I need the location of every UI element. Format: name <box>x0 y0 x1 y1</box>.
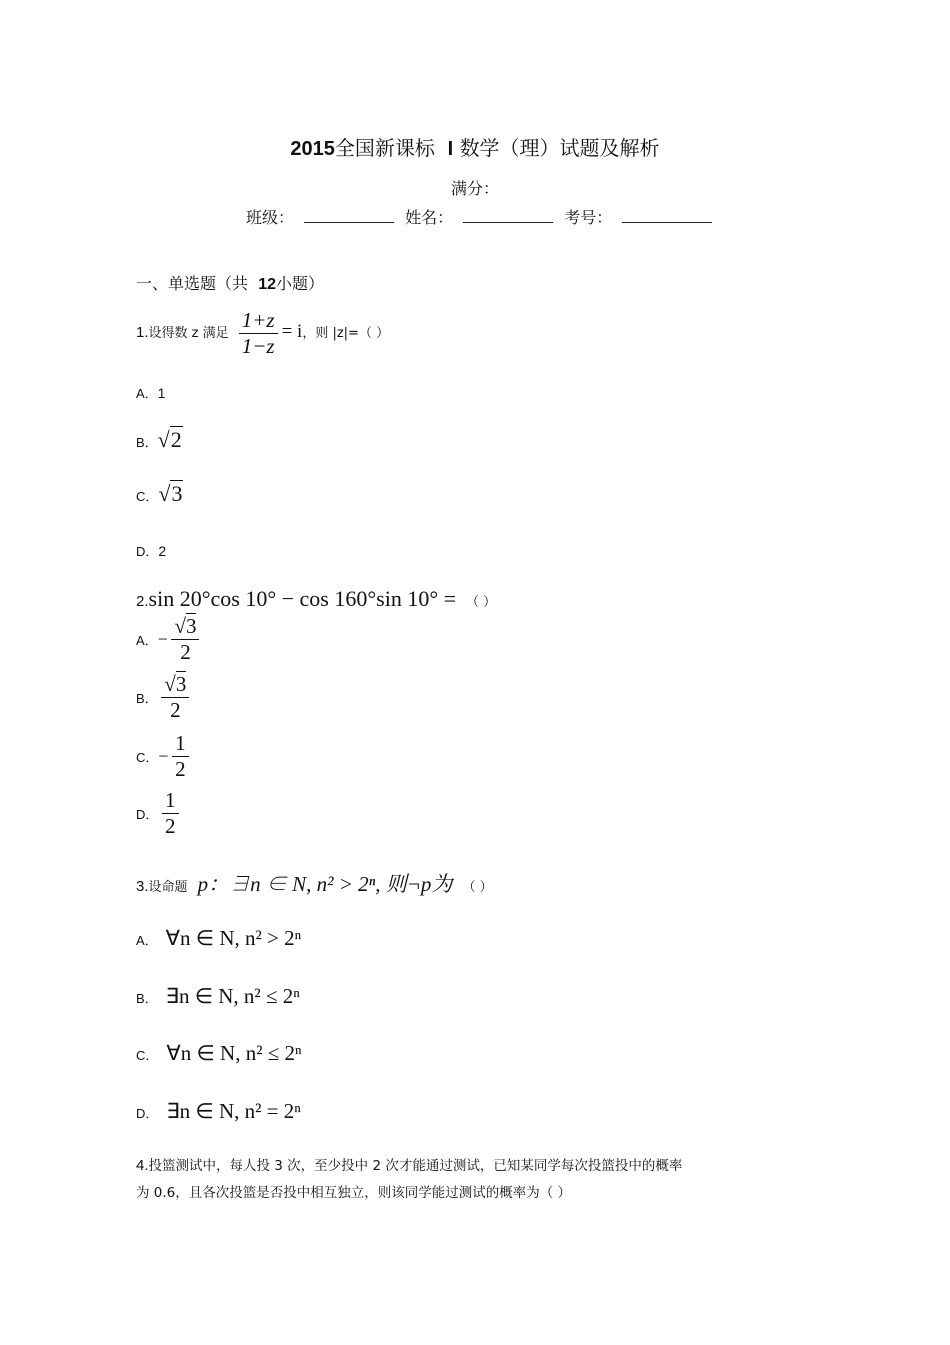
q3-option-b[interactable]: B． ∃n ∈ N, n² ≤ 2ⁿ <box>136 984 300 1008</box>
q2-option-d[interactable]: D． $\frac{1}{2}$ <box>136 790 179 837</box>
q2-option-c[interactable]: C．− $\frac{1}{2}$ <box>136 733 189 780</box>
q2-option-a[interactable]: A．− $\frac{√3}{2}$ <box>136 616 199 663</box>
sqrt-symbol: √3 <box>158 481 183 506</box>
number-label: 考号： <box>564 208 613 227</box>
number-blank[interactable] <box>622 208 712 223</box>
question-3: 3.设命题 p：∃n ∈ N, n² > 2ⁿ, 则¬p为 （ ） <box>136 872 493 896</box>
q1-option-a[interactable]: A．1 <box>136 385 166 401</box>
name-label: 姓名： <box>405 208 454 227</box>
full-score-label: 满分： <box>450 179 499 198</box>
section-heading: 一、单选题（共 12小题） <box>136 274 324 293</box>
q3-option-c[interactable]: C． ∀n ∈ N, n² ≤ 2ⁿ <box>136 1041 302 1065</box>
student-info-fields <box>246 205 718 228</box>
q3-option-a[interactable]: A． ∀n ∈ N, n² > 2ⁿ <box>136 926 302 950</box>
q1-option-d[interactable]: D．2 <box>136 543 167 559</box>
class-label: 班级： <box>246 208 295 227</box>
question-2: 2.sin 20°cos 10° − cos 160°sin 10° = （ ） <box>136 586 497 611</box>
q4-line-2: 为 0.6，且各次投篮是否投中相互独立，则该同学能过测试的概率为（ ） <box>136 1185 572 1201</box>
q1-option-c[interactable]: C．√3 <box>136 481 183 506</box>
q1-option-b[interactable]: B．√2 <box>136 427 182 452</box>
class-blank[interactable] <box>304 208 394 223</box>
sqrt-symbol: √2 <box>157 427 182 452</box>
q1-fraction: $\frac{1+z}{1-z}$ <box>239 310 278 357</box>
document-title: 2015全国新课标 I 数学（理）试题及解析 <box>290 136 660 160</box>
q2-option-b[interactable]: B． $\frac{√3}{2}$ <box>136 674 189 721</box>
q4-line-1: 4.投篮测试中，每人投 3 次，至少投中 2 次才能通过测试，已知某同学每次投篮投中的概率 <box>136 1157 683 1174</box>
question-4 <box>136 1152 682 1207</box>
q3-option-d[interactable]: D． ∃n ∈ N, n² = 2ⁿ <box>136 1099 301 1123</box>
name-blank[interactable] <box>463 208 553 223</box>
question-1: 1.设得数 z 满足 $\frac{1+z}{1-z}$ = i，则 |z|=（ ） <box>136 308 390 358</box>
